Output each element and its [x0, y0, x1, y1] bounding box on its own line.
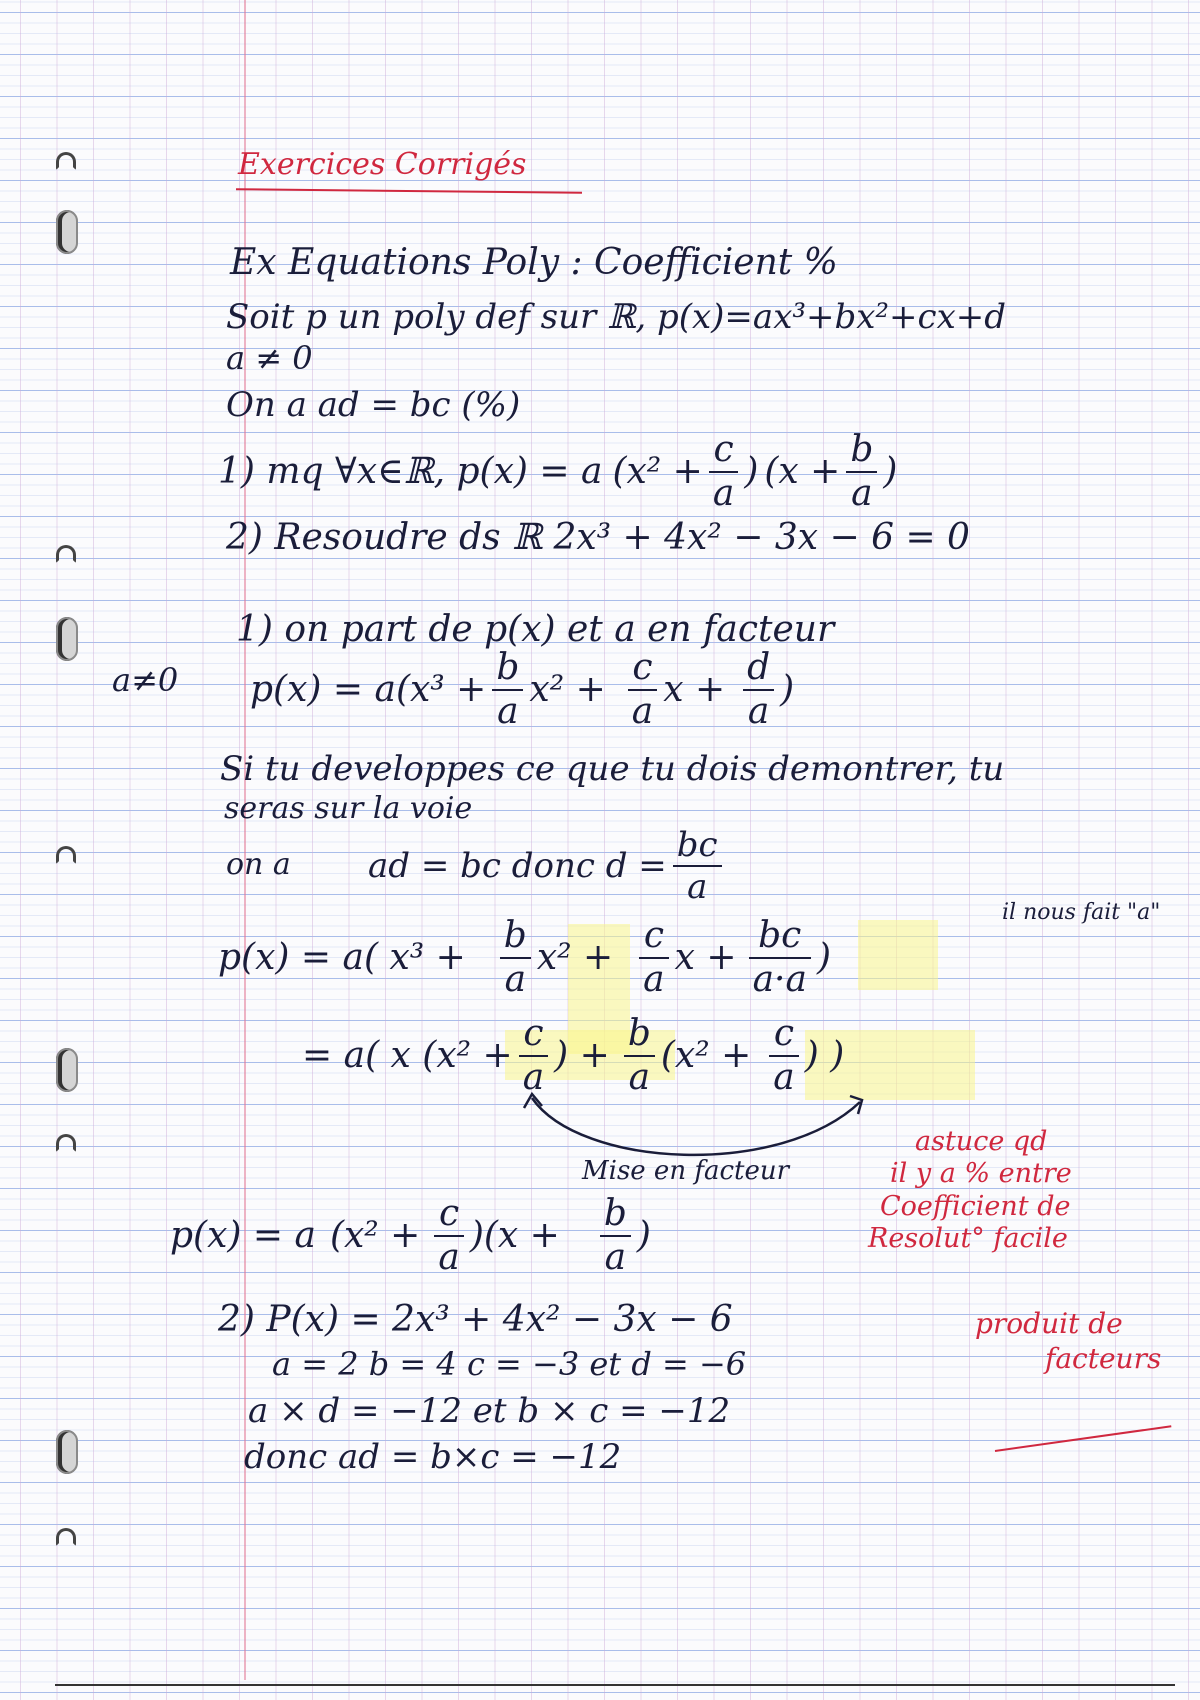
- binder-hole-small: [56, 846, 76, 864]
- question-1-factor1-close: ): [744, 451, 759, 492]
- margin-note-produit: [975, 1306, 1161, 1376]
- fraction-bc-over-aa: [749, 915, 811, 1000]
- fraction-numerator: bc: [758, 915, 802, 956]
- binder-hole-small: [56, 152, 76, 170]
- expression-term: (x² +: [329, 1215, 421, 1256]
- binder-hole: [56, 1048, 78, 1092]
- expression-term: x² +: [536, 937, 614, 978]
- part2-products: a × d = −12 et b × c = −12: [248, 1391, 731, 1431]
- question-1-factor1-open: (x² +: [612, 451, 703, 492]
- part2-polynomial: 2) P(x) = 2x³ + 4x² − 3x − 6: [218, 1299, 733, 1340]
- expression-prefix: p(x) = a(x³ +: [250, 669, 487, 710]
- expression-prefix: = a( x (x² +: [302, 1035, 513, 1076]
- fraction-numerator: c: [438, 1193, 460, 1234]
- fraction-denominator: a: [712, 473, 735, 514]
- question-2: 2) Resoudre ds ℝ 2x³ + 4x² − 3x − 6 = 0: [226, 517, 970, 558]
- binder-hole-small: [56, 545, 76, 563]
- exercise-hypothesis: On a ad = bc (%): [226, 385, 521, 425]
- fraction-numerator: c: [643, 915, 664, 956]
- expression-term: (x² +: [660, 1035, 752, 1076]
- fraction-denominator: a: [851, 473, 873, 514]
- expression-prefix: p(x) = a( x³ +: [218, 937, 466, 978]
- mise-en-facteur-label: Mise en facteur: [582, 1156, 790, 1186]
- fraction-denominator: a: [687, 867, 708, 907]
- annotation-fait-a: il nous fait "a": [1002, 900, 1161, 925]
- fraction-denominator: a: [438, 1237, 460, 1278]
- margin-note-line: Coefficient de: [880, 1190, 1071, 1222]
- expression-term: ) +: [554, 1035, 610, 1076]
- fraction-c-over-a: [628, 647, 657, 732]
- fraction-numerator: bc: [676, 825, 718, 865]
- expression-term: x +: [674, 937, 737, 978]
- part2-conclusion: donc ad = b×c = −12: [244, 1437, 622, 1477]
- fraction-b-over-a: [600, 1193, 631, 1278]
- expression-close: ): [816, 937, 831, 978]
- margin-note-line: astuce qd: [915, 1126, 1048, 1157]
- fraction-c-over-a: [709, 429, 738, 514]
- expression-close: ) ): [804, 1035, 845, 1076]
- fraction-d-over-a: [743, 647, 774, 732]
- fraction-denominator: a·a: [752, 959, 807, 1000]
- fraction-denominator: a: [497, 691, 519, 732]
- fraction-c-over-a: [639, 915, 668, 1000]
- binder-hole: [56, 210, 78, 254]
- fraction-denominator: a: [604, 1237, 627, 1278]
- expression-prefix: ad = bc donc d =: [368, 846, 667, 886]
- fraction-numerator: c: [773, 1013, 795, 1054]
- question-1-factor2-close: ): [883, 451, 898, 492]
- tip-line-1: Si tu developpes ce que tu dois demontrer, tu: [220, 749, 1005, 789]
- solution-step-1: 1) on part de p(x) et a en facteur: [236, 609, 835, 650]
- expression-term: x² +: [529, 669, 606, 710]
- fraction-denominator: a: [773, 1057, 795, 1098]
- question-1: [218, 429, 898, 514]
- fraction-numerator: d: [747, 647, 771, 688]
- fraction-numerator: b: [627, 1013, 651, 1054]
- factor-arrow: [520, 1078, 880, 1168]
- fraction-bc-over-a: [673, 825, 722, 907]
- margin-note-astuce: [868, 1126, 1072, 1256]
- p-factored-a: [250, 647, 795, 732]
- fraction-numerator: b: [603, 1193, 627, 1234]
- tip-line-2: seras sur la voie: [224, 791, 473, 826]
- page-bottom-rule: [55, 1684, 1175, 1686]
- fraction-b-over-a: [492, 647, 523, 732]
- fraction-denominator: a: [643, 959, 665, 1000]
- exercise-heading: Ex Equations Poly : Coefficient %: [230, 242, 838, 283]
- part2-coefficients: a = 2 b = 4 c = −3 et d = −6: [272, 1345, 747, 1383]
- title-underline: [236, 188, 582, 194]
- binder-hole-small: [56, 1134, 76, 1152]
- fraction-numerator: c: [713, 429, 734, 470]
- fraction-numerator: c: [632, 647, 653, 688]
- exercise-definition: Soit p un poly def sur ℝ, p(x)=ax³+bx²+cx+d: [226, 297, 1007, 337]
- fraction-numerator: c: [523, 1013, 544, 1054]
- margin-note-line: produit de: [975, 1307, 1123, 1340]
- question-1-prefix: 1) mq ∀x∈ℝ, p(x) = a: [218, 451, 603, 492]
- binder-hole-small: [56, 1528, 76, 1546]
- fraction-denominator: a: [628, 1057, 651, 1098]
- fraction-b-over-a: [846, 429, 877, 514]
- d-equals-bc-over-a: [368, 825, 728, 907]
- margin-note-line: facteurs: [1045, 1342, 1162, 1375]
- fraction-numerator: b: [850, 429, 874, 470]
- fraction-denominator: a: [747, 691, 770, 732]
- on-a-label: on a: [226, 847, 291, 882]
- p-substituted: [218, 915, 831, 1000]
- fraction-numerator: b: [496, 647, 520, 688]
- expression-prefix: p(x) = a: [170, 1215, 316, 1256]
- fraction-c-over-a: [434, 1193, 463, 1278]
- fraction-numerator: b: [503, 915, 527, 956]
- expression-close: ): [780, 669, 795, 710]
- page-title: Exercices Corrigés: [238, 147, 527, 182]
- fraction-b-over-a: [500, 915, 531, 1000]
- red-underline-stroke: [995, 1425, 1172, 1452]
- fraction-denominator: a: [504, 959, 527, 1000]
- fraction-denominator: a: [522, 1057, 545, 1098]
- question-1-factor2-open: (x +: [764, 451, 841, 492]
- expression-term: x +: [663, 669, 726, 710]
- fraction-denominator: a: [631, 691, 654, 732]
- binder-hole: [56, 617, 78, 661]
- final-factorization: [170, 1193, 651, 1278]
- highlight-mark: [858, 920, 938, 990]
- margin-note-line: Resolut° facile: [868, 1223, 1068, 1255]
- exercise-condition: a ≠ 0: [226, 339, 313, 377]
- expression-close: ): [636, 1215, 651, 1256]
- margin-note-a-not-zero: a≠0: [112, 661, 179, 699]
- factor-arrow-curve: [532, 1098, 860, 1155]
- binder-hole: [56, 1430, 78, 1474]
- expression-term: )(x +: [469, 1215, 560, 1256]
- margin-note-line: il y a % entre: [890, 1158, 1072, 1190]
